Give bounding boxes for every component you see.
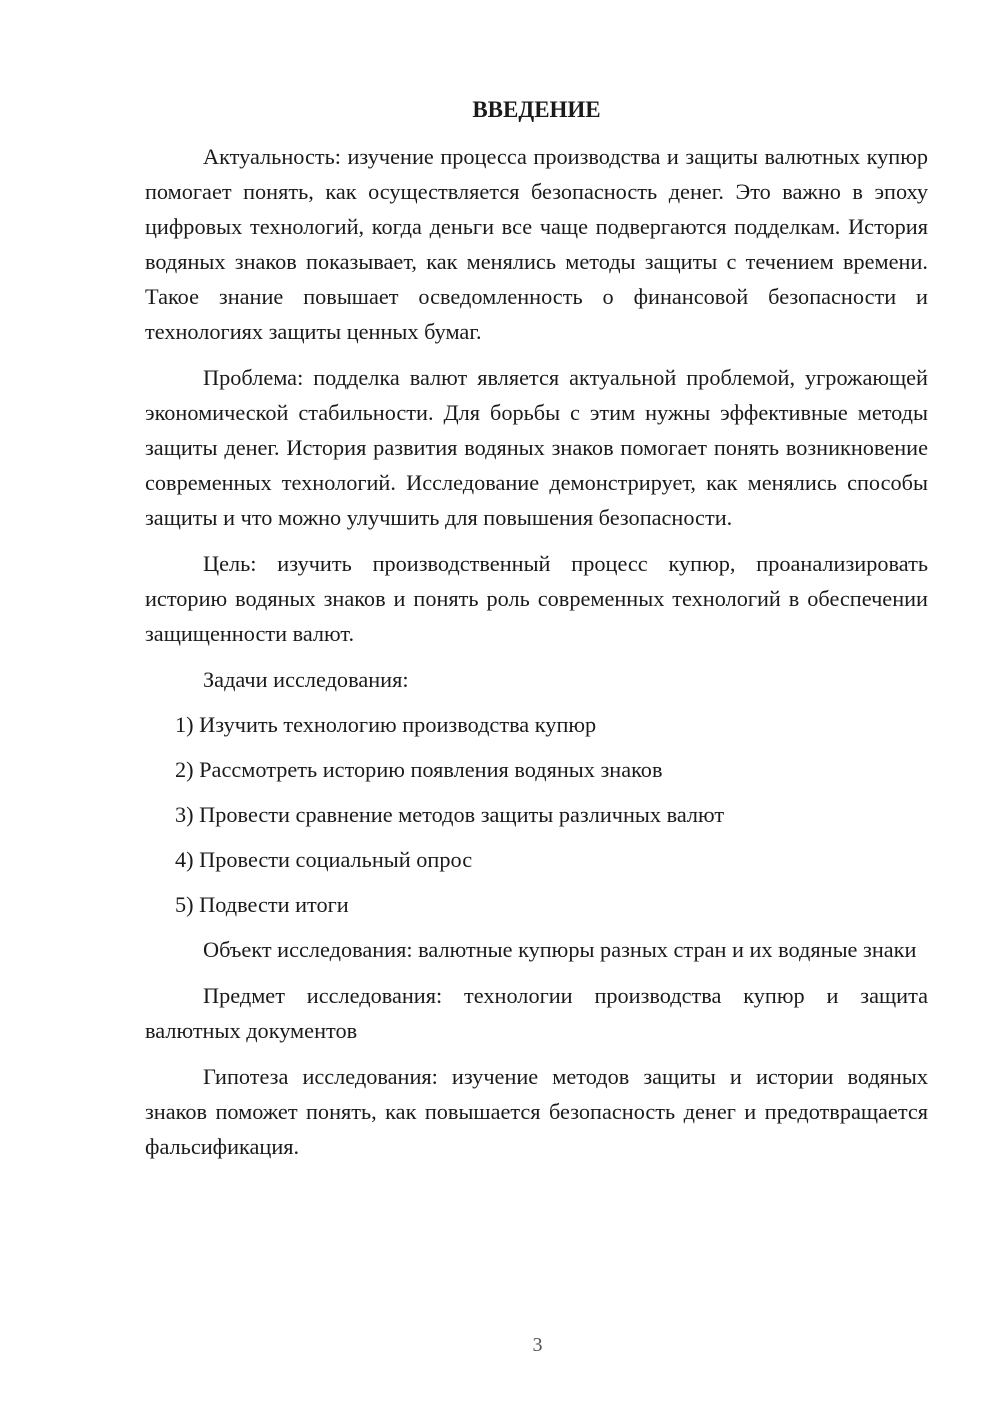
list-item: 5) Подвести итоги bbox=[175, 892, 349, 917]
hypothesis-paragraph: Гипотеза исследования: изучение методов защиты и истории водяных знаков поможет понять, как повышается безопасность денег и предотвращается фальсификация. bbox=[145, 1064, 928, 1159]
section-heading: ВВЕДЕНИЕ bbox=[472, 97, 601, 122]
goal-paragraph: Цель: изучить производственный процесс купюр, проанализировать историю водяных знаков и понять роль современных технологий в обеспечении защищенности валют. bbox=[145, 551, 928, 646]
list-item: 1) Изучить технологию производства купюр bbox=[175, 712, 597, 737]
list-item: 4) Провести социальный опрос bbox=[175, 847, 473, 872]
tasks-heading: Задачи исследования: bbox=[203, 667, 409, 692]
tasks-list bbox=[145, 707, 928, 922]
page-number: 3 bbox=[532, 1334, 543, 1356]
page-content bbox=[145, 92, 928, 1175]
subject-paragraph: Предмет исследования: технологии производства купюр и защита валютных документов bbox=[145, 983, 928, 1043]
list-item: 3) Провести сравнение методов защиты различных валют bbox=[175, 802, 725, 827]
object-paragraph: Объект исследования: валютные купюры разных стран и их водяные знаки bbox=[203, 937, 917, 962]
list-item: 2) Рассмотреть историю появления водяных знаков bbox=[175, 757, 663, 782]
problem-paragraph: Проблема: подделка валют является актуальной проблемой, угрожающей экономической стабильности. Для борьбы с этим нужны эффективные методы защиты денег. История развития водяных знаков помогает понять возникновение современных технологий. Исследование демонстрирует, как менялись способы защиты и что можно улучшить для повышения безопасности. bbox=[145, 365, 928, 530]
relevance-paragraph: Актуальность: изучение процесса производства и защиты валютных купюр помогает понять, как осуществляется безопасность денег. Это важно в эпоху цифровых технологий, когда деньги все чаще подвергаются подделкам. История водяных знаков показывает, как менялись методы защиты с течением времени. Такое знание повышает осведомленность о финансовой безопасности и технологиях защиты ценных бумаг. bbox=[145, 144, 928, 344]
